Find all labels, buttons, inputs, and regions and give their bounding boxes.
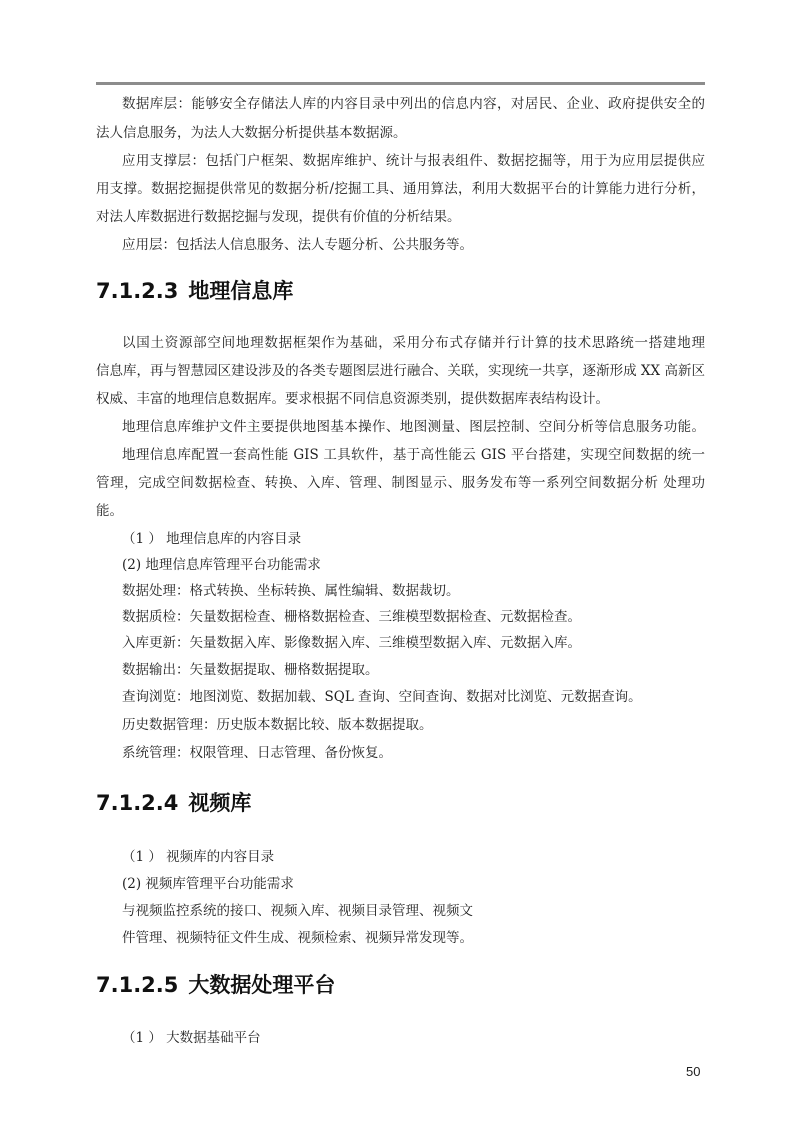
section-title: 大数据处理平台 xyxy=(188,973,336,997)
bigdata-item-1: （1 ） 大数据基础平台 xyxy=(122,1030,261,1046)
section-heading-7125 xyxy=(96,972,335,998)
geo-p1-line-2: 信息库，再与智慧园区建设涉及的各类专题图层进行融合、关联，实现统一共享，逐渐形成 XX 高新区 xyxy=(96,363,705,379)
section-heading-7124 xyxy=(96,790,251,816)
app-layer-line: 应用层：包括法人信息服务、法人专题分析、公共服务等。 xyxy=(122,237,473,253)
geo-p3-line-1: 地理信息库配置一套高性能 GIS 工具软件，基于高性能云 GIS 平台搭建，实现空间数据的统一 xyxy=(122,447,705,463)
geo-item-3: 数据处理：格式转换、坐标转换、属性编辑、数据裁切。 xyxy=(122,583,460,599)
section-title: 视频库 xyxy=(188,791,252,815)
geo-p1-line-3: 权威、丰富的地理信息数据库。要求根据不同信息资源类别，提供数据库表结构设计。 xyxy=(96,391,609,407)
geo-item-9: 系统管理：权限管理、日志管理、备份恢复。 xyxy=(122,745,392,761)
header-rule xyxy=(96,82,705,85)
geo-p3-line-3: 能。 xyxy=(96,503,123,519)
geo-item-1: （1 ） 地理信息库的内容目录 xyxy=(122,531,302,547)
geo-item-6: 数据输出：矢量数据提取、栅格数据提取。 xyxy=(122,662,379,678)
app-support-line-2: 用支撑。数据挖掘提供常见的数据分析/挖掘工具、通用算法，利用大数据平台的计算能力进行分析， xyxy=(96,181,705,197)
geo-item-2: (2) 地理信息库管理平台功能需求 xyxy=(122,557,321,573)
geo-item-8: 历史数据管理：历史版本数据比较、版本数据提取。 xyxy=(122,717,433,733)
geo-p2-line: 地理信息库维护文件主要提供地图基本操作、地图测量、图层控制、空间分析等信息服务功能。 xyxy=(122,419,705,435)
section-number: 7.1.2.4 xyxy=(96,791,179,815)
app-support-line-1: 应用支撑层：包括门户框架、数据库维护、统计与报表组件、数据挖掘等，用于为应用层提供应 xyxy=(122,153,705,169)
app-support-line-3: 对法人库数据进行数据挖掘与发现，提供有价值的分析结果。 xyxy=(96,209,461,225)
video-item-1: （1 ） 视频库的内容目录 xyxy=(122,849,275,865)
section-number: 7.1.2.3 xyxy=(96,279,179,303)
geo-p1-line-1: 以国土资源部空间地理数据框架作为基础，采用分布式存储并行计算的技术思路统一搭建地理 xyxy=(122,335,705,351)
geo-item-4: 数据质检：矢量数据检查、栅格数据检查、三维模型数据检查、元数据检查。 xyxy=(122,609,581,625)
geo-p3-line-2: 管理，完成空间数据检查、转换、入库、管理、制图显示、服务发布等一系列空间数据分析 处理功 xyxy=(96,475,705,491)
db-layer-line-1: 数据库层：能够安全存储法人库的内容目录中列出的信息内容，对居民、企业、政府提供安全的 xyxy=(122,96,705,112)
section-title: 地理信息库 xyxy=(188,279,294,303)
video-item-3: 与视频监控系统的接口、视频入库、视频目录管理、视频文 xyxy=(122,903,473,919)
db-layer-line-2: 法人信息服务，为法人大数据分析提供基本数据源。 xyxy=(96,125,407,141)
geo-item-5: 入库更新：矢量数据入库、影像数据入库、三维模型数据入库、元数据入库。 xyxy=(122,635,581,651)
video-item-4: 件管理、视频特征文件生成、视频检索、视频异常发现等。 xyxy=(122,930,473,946)
section-heading-7123 xyxy=(96,278,293,304)
page-number: 50 xyxy=(686,1064,701,1079)
section-number: 7.1.2.5 xyxy=(96,973,179,997)
geo-item-7: 查询浏览：地图浏览、数据加载、SQL 查询、空间查询、数据对比浏览、元数据查询。 xyxy=(122,689,642,705)
video-item-2: (2) 视频库管理平台功能需求 xyxy=(122,876,294,892)
